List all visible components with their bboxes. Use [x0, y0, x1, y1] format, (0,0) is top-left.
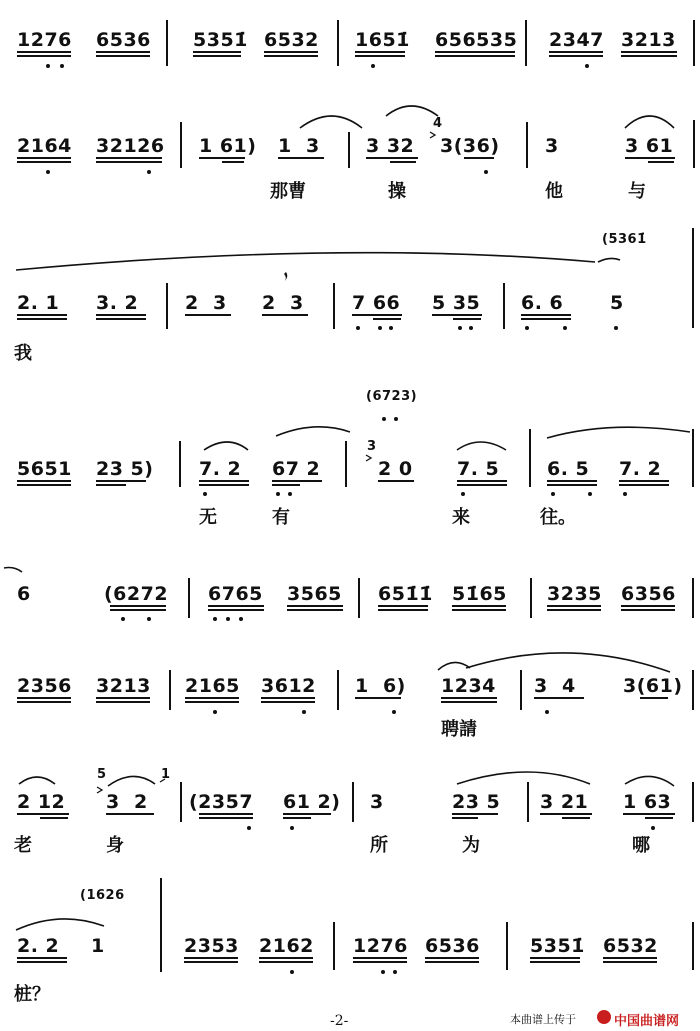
lyric: 老	[14, 835, 32, 856]
note-group: 1276	[353, 935, 408, 957]
note-group: 2162	[259, 935, 314, 957]
note-group: 2. 1	[17, 292, 60, 314]
note-group: 3213	[96, 675, 151, 697]
note-group: 3. 2	[96, 292, 139, 314]
note-group: 3612	[261, 675, 316, 697]
note-group: 656535	[435, 29, 518, 51]
note-group: 1234	[441, 675, 496, 697]
lyric: 哪	[632, 835, 650, 856]
note-group: 6532	[603, 935, 658, 957]
grace-note: 1	[161, 767, 171, 782]
note-group: 2. 2	[17, 935, 60, 957]
note-group: (6272	[104, 583, 169, 605]
note-group: 7 66	[352, 292, 401, 314]
lyric: 我	[14, 343, 32, 364]
note-group: 32126	[96, 135, 165, 157]
note-group: 6532	[264, 29, 319, 51]
note-group: 23 5)	[96, 458, 154, 480]
note-group: 61 2)	[283, 791, 341, 813]
grace-note: 5	[97, 767, 107, 782]
note-group: 2 0	[378, 458, 413, 480]
note-group: 1	[91, 935, 105, 957]
grace-note: (1626	[80, 888, 125, 903]
note-group: 67 2	[272, 458, 321, 480]
note-group: 3 21	[540, 791, 589, 813]
note-group: 6536	[96, 29, 151, 51]
note-group: 2353	[184, 935, 239, 957]
site-logo-text: 中国曲谱网	[614, 1014, 680, 1029]
note-group: 3(36)	[440, 135, 500, 157]
lyric: 聘請	[441, 719, 477, 740]
lyric: 为	[462, 835, 480, 856]
note-group: 5351̇	[530, 935, 585, 957]
note-group: 3	[545, 135, 559, 157]
note-group: 2356	[17, 675, 72, 697]
note-group: 6	[17, 583, 31, 605]
note-group: 5 35	[432, 292, 481, 314]
note-group: 1 63	[623, 791, 672, 813]
note-group: 5351̇	[193, 29, 248, 51]
note-group: 3 2	[106, 791, 148, 813]
note-group: 3 4	[534, 675, 576, 697]
note-group: 7. 2	[199, 458, 242, 480]
lyric: 桩？	[14, 984, 50, 1005]
lyric: 身	[106, 835, 124, 856]
note-group: 3 32	[366, 135, 415, 157]
lyric: 那曹	[270, 181, 306, 202]
note-group: 23 5	[452, 791, 501, 813]
note-group: 2164	[17, 135, 72, 157]
note-group: 5	[610, 292, 624, 314]
note-group: 2 3	[262, 292, 304, 314]
note-group: 1276	[17, 29, 72, 51]
note-group: 3 61	[625, 135, 674, 157]
lyric: 来	[452, 507, 470, 528]
note-group: 1651̇	[355, 29, 410, 51]
note-group: 3	[370, 791, 384, 813]
grace-note: (6723)	[366, 389, 418, 404]
grace-note: 3	[367, 439, 377, 454]
grace-note: (5361̇	[602, 232, 647, 247]
note-group: 651̇1̇	[378, 583, 433, 605]
lyric: 操	[388, 181, 406, 202]
note-group: 1 61)	[199, 135, 257, 157]
note-group: 3565	[287, 583, 342, 605]
note-group: 3235	[547, 583, 602, 605]
note-group: 2347	[549, 29, 604, 51]
lyric: 往。	[540, 507, 576, 528]
note-group: 2 12	[17, 791, 66, 813]
note-group: 6536	[425, 935, 480, 957]
note-group: 2 3	[185, 292, 227, 314]
note-group: 1 6)	[355, 675, 406, 697]
lyric: 与	[628, 181, 646, 202]
note-group: 2165	[185, 675, 240, 697]
lyric: 他	[545, 181, 563, 202]
lyric: 所	[370, 835, 388, 856]
note-group: 6765	[208, 583, 263, 605]
note-group: 5651	[17, 458, 72, 480]
lyric: 有	[272, 507, 290, 528]
note-group: (2357	[189, 791, 254, 813]
note-group: 3(61)	[623, 675, 683, 697]
note-group: 6. 6	[521, 292, 564, 314]
page-number: -2-	[330, 1013, 349, 1029]
note-group: 51̇65	[452, 583, 507, 605]
note-group: 7. 2	[619, 458, 662, 480]
note-group: 6. 5	[547, 458, 590, 480]
grace-note: 4	[433, 116, 443, 131]
site-logo-icon	[597, 1010, 611, 1024]
note-group: 1 3	[278, 135, 320, 157]
note-group: 6356	[621, 583, 676, 605]
lyric: 无	[199, 507, 217, 528]
source-caption: 本曲谱上传于	[510, 1013, 576, 1026]
note-group: 3213	[621, 29, 676, 51]
note-group: 7. 5	[457, 458, 500, 480]
